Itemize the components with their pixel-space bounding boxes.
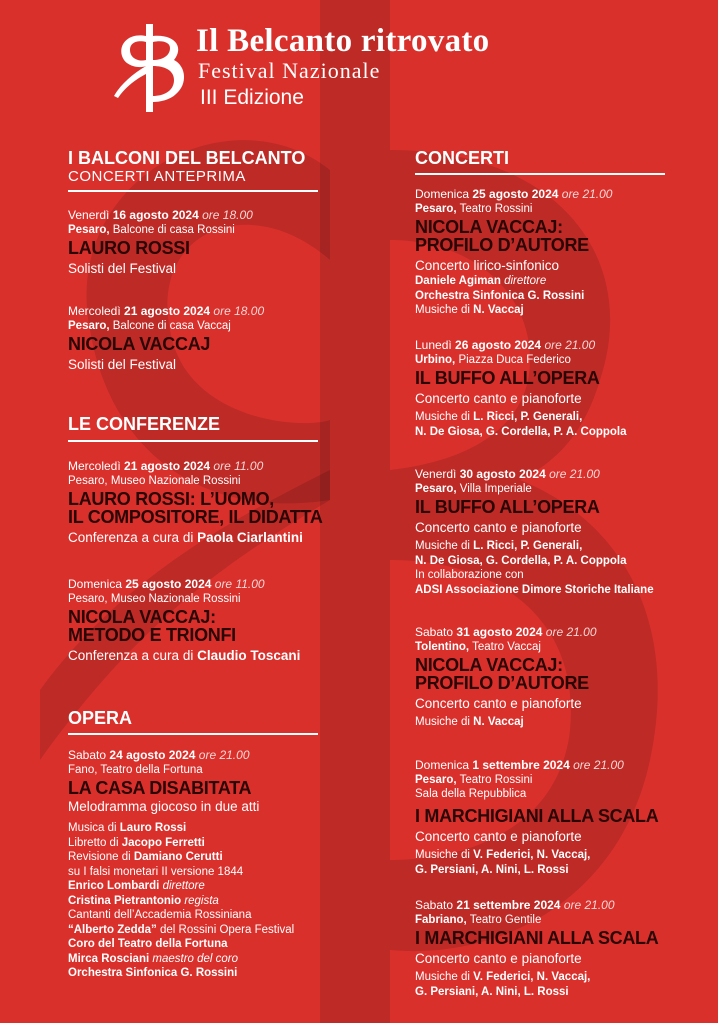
event-date: Mercoledì 21 agosto 2024 ore 18.00: [68, 304, 265, 318]
event-title: LA CASA DISABITATA: [68, 778, 252, 798]
credit-line: N. De Giosa, G. Cordella, P. A. Coppola: [415, 554, 627, 567]
event-opera: [68, 748, 294, 981]
section-divider: [68, 190, 318, 192]
section-divider: [68, 733, 318, 735]
rb-logo-icon: [112, 22, 188, 114]
festival-title: Il Belcanto ritrovato: [196, 23, 490, 59]
event-place: Pesaro, Balcone di casa Rossini: [68, 224, 235, 236]
event-concerto-1: [415, 187, 612, 318]
credit-line: Daniele Agiman direttore: [415, 275, 547, 287]
event-date: Lunedì 26 agosto 2024 ore 21.00: [415, 338, 596, 352]
event-concerto-5: [415, 758, 658, 877]
event-date: Sabato 31 agosto 2024 ore 21.00: [415, 625, 597, 639]
event-place: Pesaro, Teatro Rossini: [415, 774, 533, 786]
event-title: PROFILO D’AUTORE: [415, 673, 589, 693]
event-date: Sabato 21 settembre 2024 ore 21.00: [415, 898, 615, 912]
event-place: Fabriano, Teatro Gentile: [415, 914, 542, 926]
event-place: Pesaro, Villa Imperiale: [415, 483, 532, 495]
credit-line: Orchestra Sinfonica G. Rossini: [68, 967, 238, 979]
credit-line: Musica di Lauro Rossi: [68, 822, 187, 834]
credit-line: N. De Giosa, G. Cordella, P. A. Coppola: [415, 425, 627, 438]
event-title: NICOLA VACCAJ: [68, 334, 211, 354]
event-balconi-vaccaj: [68, 304, 264, 373]
credit-line: Mirca Rosciani maestro del coro: [68, 952, 239, 965]
event-title: METODO E TRIONFI: [68, 625, 236, 645]
credit-line: su I falsi monetari II versione 1844: [68, 865, 244, 878]
credit-line: Cristina Pietrantonio regista: [68, 894, 219, 907]
event-title: LAURO ROSSI: [68, 238, 190, 258]
event-title: I MARCHIGIANI ALLA SCALA: [415, 928, 659, 948]
event-place: Pesaro, Museo Nazionale Rossini: [68, 475, 241, 487]
event-desc: Concerto canto e pianoforte: [415, 829, 582, 844]
event-title: IL BUFFO ALL’OPERA: [415, 497, 600, 517]
credit-line: Cantanti dell’Accademia Rossiniana: [68, 909, 252, 921]
section-divider: [68, 440, 318, 442]
credit-line: Coro del Teatro della Fortuna: [68, 938, 228, 950]
event-place: Fano, Teatro della Fortuna: [68, 764, 203, 776]
section-subtitle-balconi: CONCERTI ANTEPRIMA: [68, 168, 246, 185]
event-title: NICOLA VACCAJ:: [415, 655, 563, 675]
credit-line: Musiche di N. Vaccaj: [415, 304, 524, 316]
event-desc: Concerto lirico-sinfonico: [415, 258, 560, 273]
event-place: Pesaro, Balcone di casa Vaccaj: [68, 320, 231, 332]
credit-line: Musiche di V. Federici, N. Vaccaj,: [415, 971, 591, 983]
event-date: Venerdì 30 agosto 2024 ore 21.00: [415, 467, 600, 481]
event-title: PROFILO D’AUTORE: [415, 235, 589, 255]
event-title: NICOLA VACCAJ:: [415, 217, 563, 237]
credit-line: Enrico Lombardi direttore: [68, 880, 205, 892]
event-date: Domenica 25 agosto 2024 ore 21.00: [415, 187, 613, 201]
credit-line: Musiche di N. Vaccaj: [415, 716, 524, 728]
credit-line: ADSI Associazione Dimore Storiche Italiane: [415, 583, 654, 596]
event-place: Tolentino, Teatro Vaccaj: [415, 641, 541, 653]
event-title: IL COMPOSITORE, IL DIDATTA: [68, 507, 323, 527]
credit-line: “Alberto Zedda” del Rossini Opera Festival: [68, 923, 295, 936]
section-title-concerti: CONCERTI: [415, 148, 509, 168]
event-desc: Melodramma giocoso in due atti: [68, 799, 260, 814]
event-desc: Conferenza a cura di Claudio Toscani: [68, 648, 301, 663]
credit-line: Musiche di L. Ricci, P. Generali,: [415, 411, 583, 423]
event-desc: Concerto canto e pianoforte: [415, 520, 582, 535]
credit-line: Orchestra Sinfonica G. Rossini: [415, 289, 585, 302]
section-title-opera: OPERA: [68, 708, 133, 728]
event-desc: Concerto canto e pianoforte: [415, 951, 582, 966]
credit-line: Revisione di Damiano Cerutti: [68, 851, 223, 863]
event-title: NICOLA VACCAJ:: [68, 607, 216, 627]
event-conferenza-rossi: [68, 459, 323, 546]
credit-line: G. Persiani, A. Nini, L. Rossi: [415, 863, 569, 876]
event-date: Domenica 25 agosto 2024 ore 11.00: [68, 577, 265, 591]
credit-line: G. Persiani, A. Nini, L. Rossi: [415, 985, 569, 998]
festival-header: [112, 18, 652, 118]
event-desc: Conferenza a cura di Paola Ciarlantini: [68, 530, 303, 545]
event-title: I MARCHIGIANI ALLA SCALA: [415, 806, 659, 826]
section-title-balconi: I BALCONI DEL BELCANTO: [68, 148, 306, 168]
event-concerto-3: [415, 467, 654, 597]
event-place: Pesaro, Teatro Rossini: [415, 203, 533, 215]
credit-line: Musiche di V. Federici, N. Vaccaj,: [415, 849, 591, 861]
event-date: Mercoledì 21 agosto 2024 ore 11.00: [68, 459, 264, 473]
festival-edition: III Edizione: [200, 86, 304, 109]
event-desc: Concerto canto e pianoforte: [415, 696, 582, 711]
event-desc: Solisti del Festival: [68, 357, 177, 372]
event-balconi-rossini: [68, 208, 253, 277]
event-date: Domenica 1 settembre 2024 ore 21.00: [415, 758, 624, 772]
festival-subtitle: Festival Nazionale: [198, 58, 381, 83]
event-title: LAURO ROSSI: L’UOMO,: [68, 489, 275, 509]
event-place: Sala della Repubblica: [415, 788, 527, 800]
credit-line: Musiche di L. Ricci, P. Generali,: [415, 540, 583, 552]
section-title-conferenze: LE CONFERENZE: [68, 414, 221, 434]
event-desc: Concerto canto e pianoforte: [415, 391, 582, 406]
event-concerto-6: [415, 898, 658, 999]
event-conferenza-vaccaj: [68, 577, 300, 664]
section-divider: [415, 173, 665, 175]
credit-line: In collaborazione con: [415, 569, 524, 581]
event-place: Urbino, Piazza Duca Federico: [415, 354, 571, 366]
event-desc: Solisti del Festival: [68, 261, 177, 276]
credit-line: Libretto di Jacopo Ferretti: [68, 836, 205, 849]
event-date: Venerdì 16 agosto 2024 ore 18.00: [68, 208, 253, 222]
event-date: Sabato 24 agosto 2024 ore 21.00: [68, 748, 250, 762]
event-place: Pesaro, Museo Nazionale Rossini: [68, 593, 241, 605]
event-concerto-4: [415, 625, 597, 730]
event-title: IL BUFFO ALL’OPERA: [415, 368, 600, 388]
event-concerto-2: [415, 338, 627, 439]
